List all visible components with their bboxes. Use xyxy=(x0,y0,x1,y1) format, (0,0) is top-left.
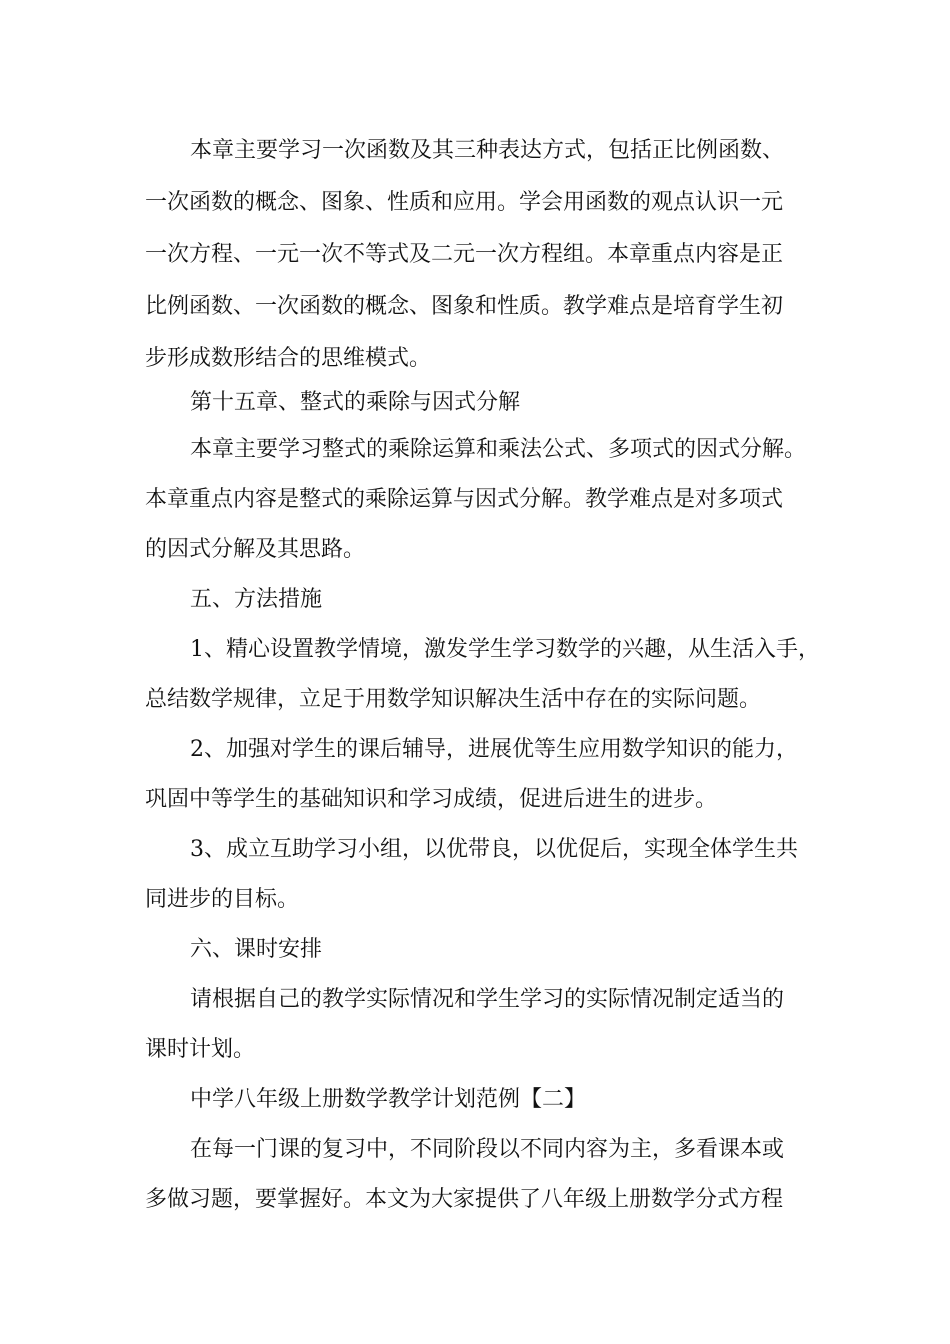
section-heading: 五、方法措施 xyxy=(190,587,323,612)
paragraph-line: 总结数学规律，立足于用数学知识解决生活中存在的实际问题。 xyxy=(145,687,762,712)
paragraph-line: 请根据自己的教学实际情况和学生学习的实际情况制定适当的 xyxy=(190,987,785,1012)
paragraph-line: 2、加强对学生的课后辅导，进展优等生应用数学知识的能力， xyxy=(190,737,798,762)
paragraph-line: 同进步的目标。 xyxy=(145,887,300,912)
section-heading: 六、课时安排 xyxy=(190,937,323,962)
section-heading: 中学八年级上册数学教学计划范例【二】 xyxy=(190,1087,587,1112)
paragraph-line: 的因式分解及其思路。 xyxy=(145,537,366,562)
paragraph-line: 一次方程、一元一次不等式及二元一次方程组。本章重点内容是正 xyxy=(145,242,784,267)
paragraph-line: 一次函数的概念、图象、性质和应用。学会用函数的观点认识一元 xyxy=(145,190,784,215)
paragraph-line: 比例函数、一次函数的概念、图象和性质。教学难点是培育学生初 xyxy=(145,294,784,319)
paragraph-line: 本章主要学习一次函数及其三种表达方式，包括正比例函数、 xyxy=(190,138,785,163)
paragraph-line: 步形成数形结合的思维模式。 xyxy=(145,346,432,371)
paragraph-line: 巩固中等学生的基础知识和学习成绩，促进后进生的进步。 xyxy=(145,787,718,812)
paragraph-line: 3、成立互助学习小组，以优带良，以优促后，实现全体学生共 xyxy=(190,837,798,862)
paragraph-line: 本章主要学习整式的乘除运算和乘法公式、多项式的因式分解。 xyxy=(190,437,807,462)
paragraph-line: 1、精心设置教学情境，激发学生学习数学的兴趣，从生活入手， xyxy=(190,637,820,662)
paragraph-line: 本章重点内容是整式的乘除运算与因式分解。教学难点是对多项式 xyxy=(145,487,784,512)
paragraph-line: 在每一门课的复习中，不同阶段以不同内容为主，多看课本或 xyxy=(190,1137,785,1162)
paragraph-line: 课时计划。 xyxy=(145,1037,256,1062)
section-heading: 第十五章、整式的乘除与因式分解 xyxy=(190,390,521,415)
paragraph-line: 多做习题，要掌握好。本文为大家提供了八年级上册数学分式方程 xyxy=(145,1187,784,1212)
